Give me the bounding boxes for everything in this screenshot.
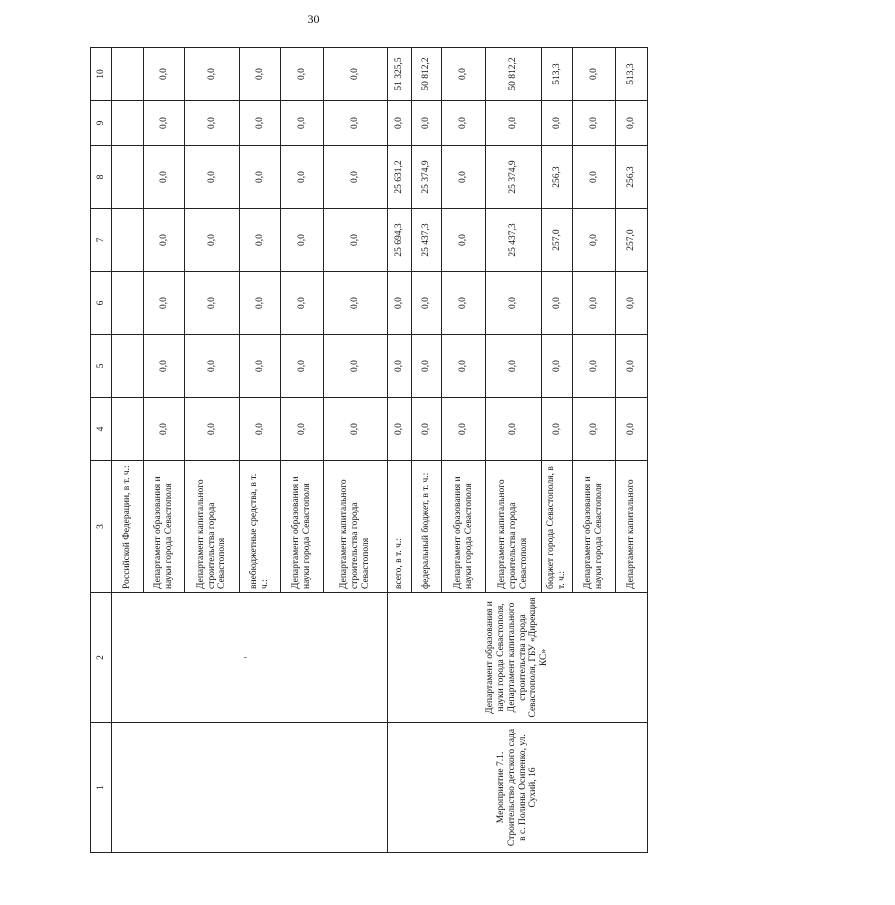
funding-source: Департамент капитального: [616, 461, 648, 593]
column-number: 4: [91, 398, 112, 461]
column-number: 2: [91, 593, 112, 723]
value-cell: 0,0: [281, 146, 324, 209]
value-cell: 0,0: [412, 101, 442, 146]
column-number: 9: [91, 101, 112, 146]
value-cell: 0,0: [388, 335, 412, 398]
value-cell: [112, 101, 144, 146]
value-cell: 0,0: [388, 272, 412, 335]
funding-source: Департамент капитального строительства города Севастополя: [486, 461, 542, 593]
value-cell: 0,0: [324, 146, 388, 209]
value-cell: 0,0: [185, 146, 240, 209]
value-cell: 0,0: [240, 101, 281, 146]
event-cell-empty: [112, 723, 388, 853]
funding-source: всего, в т. ч.:: [388, 461, 412, 593]
value-cell: 0,0: [281, 272, 324, 335]
value-cell: 0,0: [542, 335, 573, 398]
value-cell: 0,0: [412, 335, 442, 398]
value-cell: 0,0: [324, 101, 388, 146]
column-number-row: [91, 48, 112, 853]
funding-source: Департамент капитального строительства города Севастополя: [324, 461, 388, 593]
event-executors: Департамент образования и науки города Севастополя, Департамент капитального строительства города Севастополя, ГБУ «Дирекция КС»: [388, 593, 648, 723]
value-cell: 0,0: [442, 101, 486, 146]
value-cell: [112, 398, 144, 461]
value-cell: 0,0: [573, 146, 616, 209]
value-cell: 0,0: [281, 335, 324, 398]
value-cell: 0,0: [240, 146, 281, 209]
value-cell: 25 374,9: [486, 146, 542, 209]
value-cell: 0,0: [324, 209, 388, 272]
value-cell: [112, 48, 144, 101]
value-cell: 0,0: [573, 48, 616, 101]
funding-source: внебюджетные средства, в т. ч.:: [240, 461, 281, 593]
value-cell: 0,0: [616, 272, 648, 335]
value-cell: [112, 146, 144, 209]
value-cell: 0,0: [573, 209, 616, 272]
value-cell: 0,0: [542, 398, 573, 461]
value-cell: 0,0: [185, 209, 240, 272]
value-cell: 50 812,2: [412, 48, 442, 101]
value-cell: 0,0: [144, 272, 185, 335]
value-cell: 50 812,2: [486, 48, 542, 101]
value-cell: 25 631,2: [388, 146, 412, 209]
column-number: 3: [91, 461, 112, 593]
value-cell: 0,0: [616, 398, 648, 461]
funding-source: федеральный бюджет, в т. ч.:: [412, 461, 442, 593]
table-row: [112, 48, 144, 853]
value-cell: 257,0: [616, 209, 648, 272]
value-cell: 0,0: [573, 335, 616, 398]
value-cell: 0,0: [185, 335, 240, 398]
funding-source: Департамент образования и науки города Севастополя: [573, 461, 616, 593]
value-cell: 257,0: [542, 209, 573, 272]
value-cell: 0,0: [442, 335, 486, 398]
column-number: 6: [91, 272, 112, 335]
value-cell: 0,0: [144, 398, 185, 461]
value-cell: 0,0: [240, 398, 281, 461]
value-cell: 0,0: [388, 101, 412, 146]
funding-source: бюджет города Севастополя, в т. ч.:: [542, 461, 573, 593]
value-cell: 0,0: [442, 146, 486, 209]
value-cell: 0,0: [486, 272, 542, 335]
budget-table: [90, 47, 648, 853]
value-cell: 0,0: [412, 398, 442, 461]
funding-source: Департамент образования и науки города Севастополя: [144, 461, 185, 593]
funding-source: Департамент образования и науки города Севастополя: [281, 461, 324, 593]
table-container: [90, 48, 895, 847]
value-cell: 256,3: [616, 146, 648, 209]
value-cell: 0,0: [144, 335, 185, 398]
value-cell: 0,0: [324, 272, 388, 335]
funding-source: Департамент образования и науки города Севастополя: [442, 461, 486, 593]
value-cell: 0,0: [144, 101, 185, 146]
column-number: 5: [91, 335, 112, 398]
value-cell: 0,0: [144, 146, 185, 209]
value-cell: 0,0: [185, 398, 240, 461]
value-cell: 0,0: [324, 398, 388, 461]
value-cell: 0,0: [281, 48, 324, 101]
value-cell: 0,0: [442, 48, 486, 101]
value-cell: 25 374,9: [412, 146, 442, 209]
value-cell: 0,0: [324, 335, 388, 398]
value-cell: 0,0: [573, 272, 616, 335]
value-cell: 0,0: [185, 272, 240, 335]
value-cell: [112, 335, 144, 398]
table-row: [388, 48, 412, 853]
funding-source: Департамент капитального строительства города Севастополя: [185, 461, 240, 593]
value-cell: 0,0: [573, 398, 616, 461]
value-cell: 0,0: [442, 398, 486, 461]
value-cell: 0,0: [542, 101, 573, 146]
funding-source: Российской Федерации, в т. ч.:: [112, 461, 144, 593]
value-cell: 51 325,5: [388, 48, 412, 101]
value-cell: [112, 209, 144, 272]
value-cell: 0,0: [240, 48, 281, 101]
value-cell: 0,0: [144, 209, 185, 272]
value-cell: 0,0: [281, 101, 324, 146]
column-number: 1: [91, 723, 112, 853]
value-cell: 0,0: [573, 101, 616, 146]
value-cell: 0,0: [412, 272, 442, 335]
value-cell: 0,0: [616, 101, 648, 146]
value-cell: 0,0: [240, 272, 281, 335]
value-cell: 0,0: [240, 209, 281, 272]
column-number: 8: [91, 146, 112, 209]
value-cell: 0,0: [486, 335, 542, 398]
value-cell: 0,0: [281, 209, 324, 272]
value-cell: 513,3: [616, 48, 648, 101]
value-cell: 0,0: [324, 48, 388, 101]
executor-cell-mark: ': [112, 593, 388, 723]
value-cell: 25 437,3: [486, 209, 542, 272]
value-cell: 0,0: [185, 101, 240, 146]
value-cell: 256,3: [542, 146, 573, 209]
page-number: 30: [307, 12, 320, 26]
value-cell: 0,0: [144, 48, 185, 101]
column-number: 7: [91, 209, 112, 272]
column-number: 10: [91, 48, 112, 101]
value-cell: [112, 272, 144, 335]
value-cell: 0,0: [486, 398, 542, 461]
value-cell: 0,0: [281, 398, 324, 461]
value-cell: 0,0: [240, 335, 281, 398]
value-cell: 0,0: [388, 398, 412, 461]
value-cell: 0,0: [442, 272, 486, 335]
value-cell: 513,3: [542, 48, 573, 101]
event-name: Мероприятие 7.1. Строительство детского сада в с. Полины Осипенко, ул. Сухий, 16: [388, 723, 648, 853]
value-cell: 0,0: [185, 48, 240, 101]
value-cell: 0,0: [442, 209, 486, 272]
value-cell: 0,0: [616, 335, 648, 398]
value-cell: 0,0: [542, 272, 573, 335]
value-cell: 0,0: [486, 101, 542, 146]
value-cell: 25 437,3: [412, 209, 442, 272]
value-cell: 25 694,3: [388, 209, 412, 272]
